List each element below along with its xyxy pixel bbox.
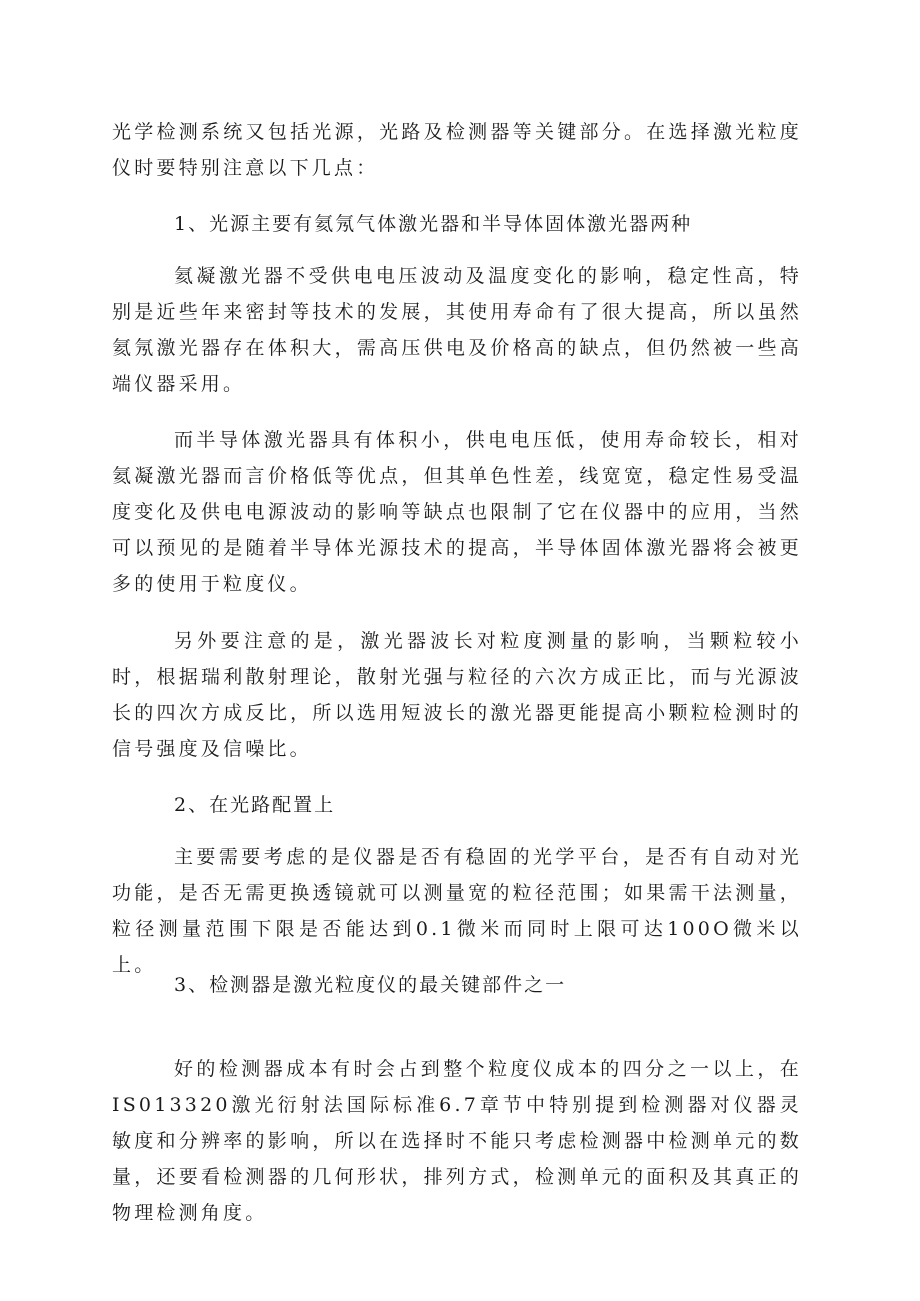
section-3-paragraph-1: 好的检测器成本有时会占到整个粒度仪成本的四分之一以上，在IS013320激光衍射法国际标准6.7章节中特别提到检测器对仪器灵敏度和分辨率的影响，所以在选择时不能只考虑检测器中检测单元的数量，还要看检测器的几何形状，排列方式，检测单元的面积及其真正的物理检测角度。	[112, 1058, 802, 1224]
intro-paragraph: 光学检测系统又包括光源，光路及检测器等关键部分。在选择激光粒度仪时要特别注意以下几点：	[112, 121, 802, 179]
section-2-heading: 2、在光路配置上	[174, 794, 336, 816]
section-1-heading: 1、光源主要有氦氖气体激光器和半导体固体激光器两种	[174, 213, 693, 235]
section-2-paragraph-1: 主要需要考虑的是仪器是否有稳固的光学平台，是否有自动对光功能，是否无需更换透镜就可以测量宽的粒径范围；如果需干法测量，粒径测量范围下限是否能达到0.1微米而同时上限可达100O微米以上。	[112, 846, 802, 976]
section-3-heading: 3、检测器是激光粒度仪的最关键部件之一	[174, 974, 567, 996]
section-1-paragraph-3: 另外要注意的是，激光器波长对粒度测量的影响，当颗粒较小时，根据瑞利散射理论，散射光强与粒径的六次方成正比，而与光源波长的四次方成反比，所以选用短波长的激光器更能提高小颗粒检测时的信号强度及信噪比。	[112, 630, 802, 760]
section-1-paragraph-1: 氦凝激光器不受供电电压波动及温度变化的影响，稳定性高，特别是近些年来密封等技术的发展，其使用寿命有了很大提高，所以虽然氦氖激光器存在体积大，需高压供电及价格高的缺点，但仍然被一些高端仪器采用。	[112, 265, 802, 395]
section-1-paragraph-2: 而半导体激光器具有体积小，供电电压低，使用寿命较长，相对氦凝激光器而言价格低等优点，但其单色性差，线宽宽，稳定性易受温度变化及供电电源波动的影响等缺点也限制了它在仪器中的应用，当然可以预见的是随着半导体光源技术的提高，半导体固体激光器将会被更多的使用于粒度仪。	[112, 429, 802, 595]
